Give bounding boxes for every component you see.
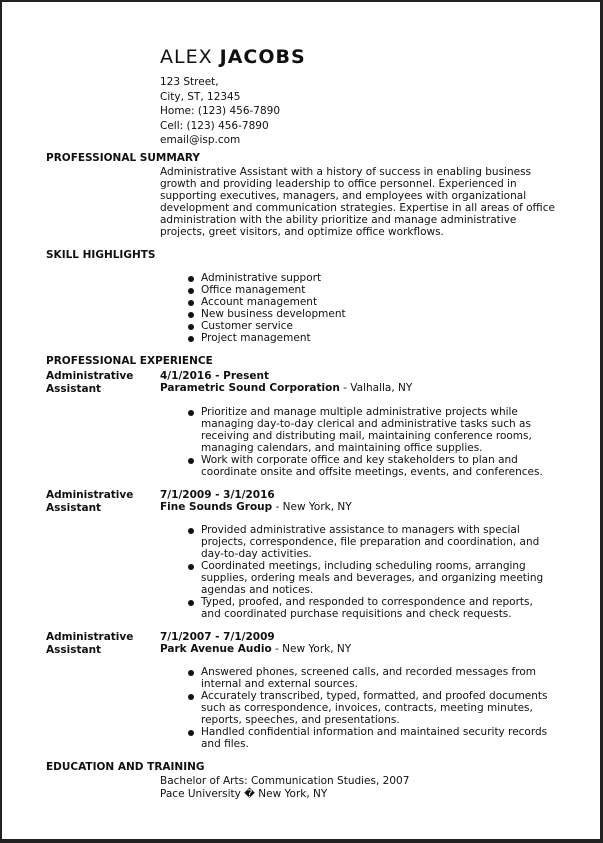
company-name: Parametric Sound Corporation (160, 382, 340, 394)
duty-line: agendas and notices. (201, 584, 314, 596)
duty-item (201, 454, 543, 478)
job-title (46, 489, 151, 514)
duty-line: such as correspondence, invoices, contracts, meeting minutes, (201, 702, 533, 714)
job-title-line: Administrative (46, 489, 134, 501)
job-location: - New York, NY (271, 643, 352, 655)
degree: Bachelor of Arts: Communication Studies, 2007 (160, 775, 410, 787)
job-location: - Valhalla, NY (339, 382, 413, 394)
job-title-line: Administrative (46, 370, 134, 382)
duty-line: coordinate onsite and offsite meetings, events, and conferences. (201, 466, 543, 478)
summary-text (160, 166, 565, 238)
job-title (46, 631, 151, 656)
duty-item (201, 690, 548, 726)
skill-item: Office management (201, 284, 346, 296)
skills-list (201, 272, 346, 344)
cell-phone: Cell: (123) 456-7890 (160, 119, 269, 132)
summary-heading: PROFESSIONAL SUMMARY (46, 152, 201, 164)
address-line-2: City, ST, 12345 (160, 90, 241, 103)
duty-line: Typed, proofed, and responded to correspondence and reports, (201, 596, 533, 608)
experience-heading: PROFESSIONAL EXPERIENCE (46, 355, 213, 367)
duty-line: Answered phones, screened calls, and recorded messages from (201, 666, 536, 678)
job-employer (160, 643, 351, 656)
education-details (160, 775, 409, 800)
duty-item (201, 524, 543, 560)
duty-line: reports, speeches, and presentations. (201, 714, 400, 726)
summary-line: Administrative Assistant with a history of success in enabling business (160, 166, 532, 178)
skill-item: New business development (201, 308, 346, 320)
job-duties (201, 406, 543, 478)
last-name: JACOBS (219, 46, 306, 68)
duty-line: Accurately transcribed, typed, formatted, and proofed documents (201, 690, 548, 702)
duty-line: and files. (201, 738, 249, 750)
job-dates: 4/1/2016 - Present (160, 370, 270, 382)
contact-info (160, 75, 280, 148)
summary-line: growth and providing leadership to office personnel. Experienced in (160, 178, 517, 190)
skill-item: Administrative support (201, 272, 346, 284)
job-title-line: Assistant (46, 382, 102, 395)
duty-line: internal and external sources. (201, 678, 358, 690)
skill-item: Account management (201, 296, 346, 308)
duty-item (201, 406, 543, 454)
duty-item (201, 726, 548, 750)
summary-line: administration with the ability prioritize and manage administrative (160, 214, 517, 226)
duty-line: Work with corporate office and key stakeholders to plan and (201, 454, 518, 466)
job-title-line: Assistant (46, 501, 102, 514)
duty-line: Handled confidential information and maintained security records (201, 726, 548, 738)
candidate-name (160, 46, 306, 68)
summary-line: supporting executives, managers, and employees with organizational (160, 190, 527, 202)
job-location: - New York, NY (272, 501, 352, 513)
job-title-line: Assistant (46, 643, 102, 656)
education-heading: EDUCATION AND TRAINING (46, 761, 205, 773)
company-name: Fine Sounds Group (160, 501, 273, 513)
duty-line: Prioritize and manage multiple administrative projects while (201, 406, 518, 418)
duty-line: projects, correspondence, file preparation and coordination, and (201, 536, 540, 548)
duty-line: supplies, ordering meals and beverages, and organizing meeting (201, 572, 544, 584)
job-employer (160, 501, 352, 514)
duty-line: managing day-to-day clerical and administrative tasks such as (201, 418, 531, 430)
duty-item (201, 596, 543, 620)
skill-item: Customer service (201, 320, 346, 332)
skills-heading: SKILL HIGHLIGHTS (46, 249, 156, 261)
job-duties (201, 524, 543, 620)
first-name: ALEX (160, 46, 213, 68)
skill-item: Project management (201, 332, 346, 344)
address-line-1: 123 Street, (160, 76, 219, 88)
job-duties (201, 666, 548, 750)
job-employer (160, 382, 412, 395)
home-phone: Home: (123) 456-7890 (160, 105, 281, 117)
duty-line: Provided administrative assistance to managers with special (201, 524, 520, 536)
duty-item (201, 666, 548, 690)
job-dates: 7/1/2007 - 7/1/2009 (160, 631, 275, 643)
school: Pace University � New York, NY (160, 787, 328, 800)
company-name: Park Avenue Audio (160, 643, 272, 655)
duty-line: day-to-day activities. (201, 548, 312, 560)
summary-line: development and communication strategies. Expertise in all areas of office (160, 202, 555, 214)
job-title (46, 370, 151, 395)
job-dates: 7/1/2009 - 3/1/2016 (160, 489, 275, 501)
duty-line: receiving and distributing mail, maintaining conference rooms, (201, 430, 532, 442)
summary-line: projects, greet visitors, and optimize office workflows. (160, 226, 444, 238)
job-title-line: Administrative (46, 631, 134, 643)
email: email@isp.com (160, 134, 241, 146)
duty-item (201, 560, 543, 596)
duty-line: Coordinated meetings, including scheduling rooms, arranging (201, 560, 526, 572)
duty-line: and coordinated purchase requisitions and check requests. (201, 608, 512, 620)
duty-line: managing calendars, and maintaining office supplies. (201, 442, 483, 454)
